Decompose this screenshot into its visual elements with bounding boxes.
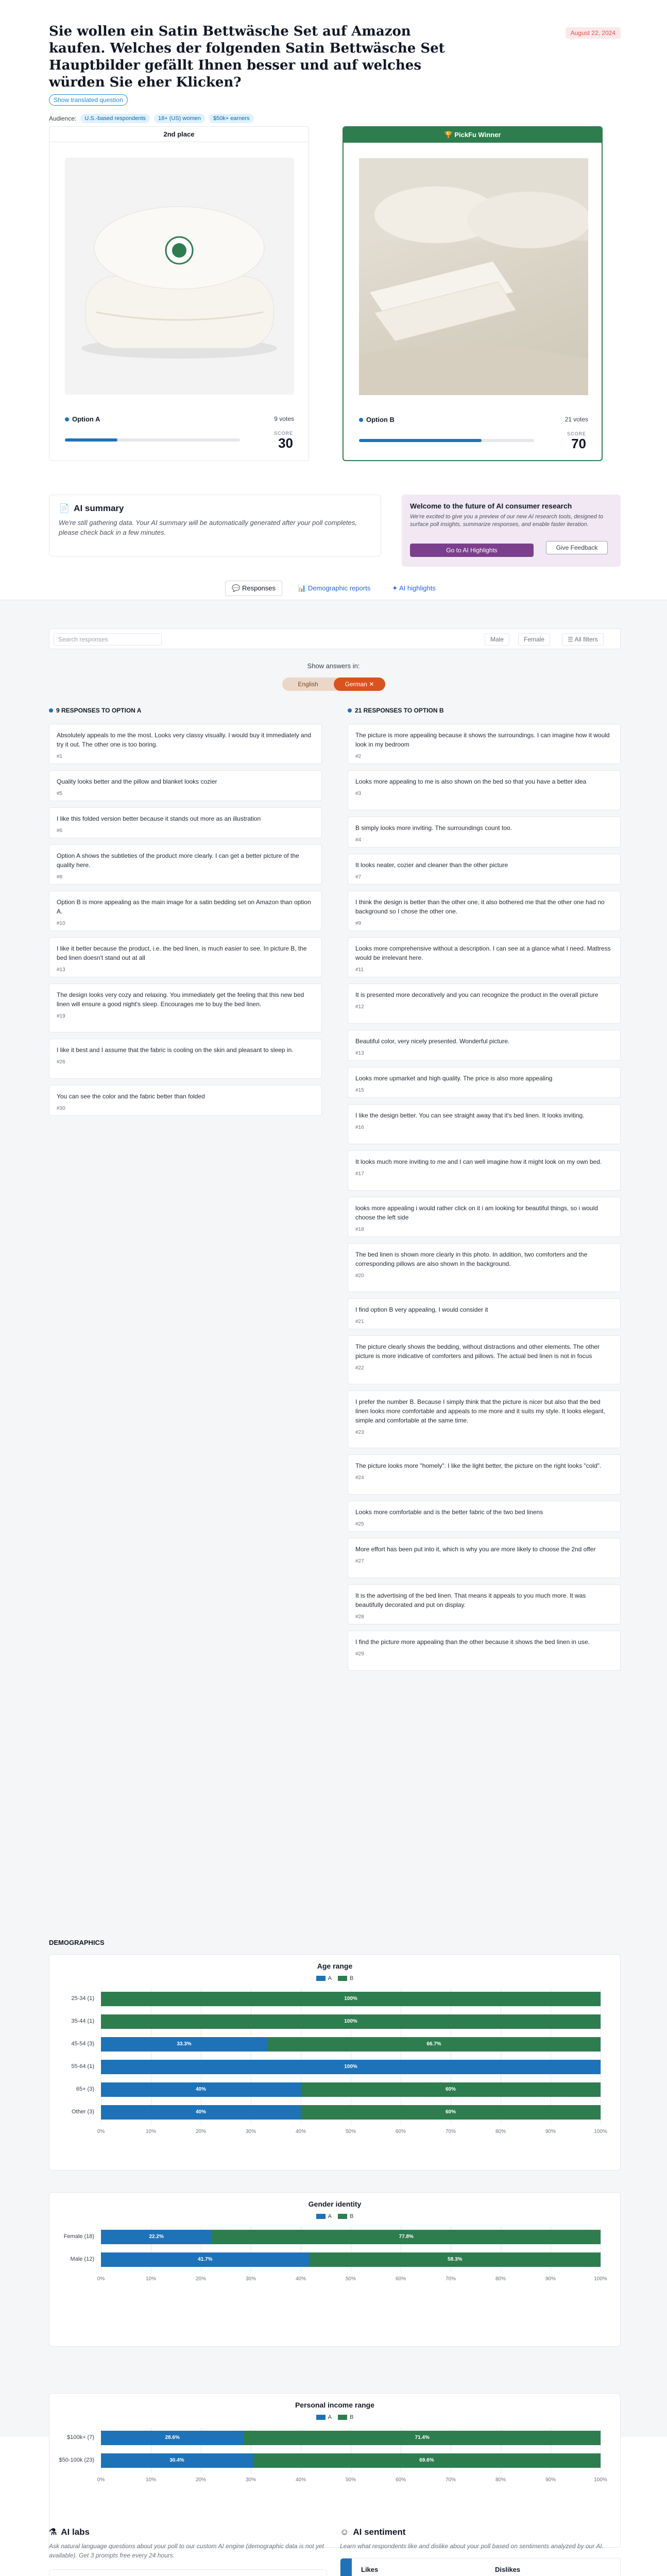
category-label: 35-44 (1) — [71, 2018, 94, 2024]
response-number: #8 — [57, 874, 63, 880]
response-text: More effort has been put into it, which is why you are more likely to choose the 2nd offer — [355, 1546, 596, 1553]
sentiment-tab-a — [340, 2558, 352, 2576]
response-number: #23 — [355, 1430, 364, 1435]
show-translated-button[interactable]: Show translated question — [49, 94, 128, 106]
option-b-label — [359, 416, 395, 423]
axis-tick-label: 10% — [145, 2276, 157, 2282]
filter-icon: ☰ — [568, 636, 573, 643]
response-text: I like it best and I assume that the fabric is cooling on the skin and pleasant to sleep in. — [57, 1046, 294, 1054]
tab-label: AI highlights — [399, 584, 436, 592]
response-number: #18 — [355, 1227, 364, 1232]
option-a-name: Option A — [72, 415, 100, 423]
response-text: The design looks very cozy and relaxing. You immediately get the feeling that this new bed linen will ensure a good night's sleep. Encourages me to buy the bed linen. — [57, 991, 304, 1008]
bar-segment-b: 60% — [301, 2105, 601, 2120]
sparkle-icon: ✦ — [392, 584, 398, 592]
option-a-score-bar — [65, 438, 240, 442]
response-number: #7 — [355, 874, 362, 880]
bar-segment-a: 100% — [101, 2060, 601, 2074]
flask-icon: ⚗ — [49, 2527, 57, 2537]
bar-segment-b: 71.4% — [244, 2431, 601, 2445]
response-card — [49, 984, 322, 1032]
search-input[interactable]: Search responses — [54, 633, 162, 646]
legend-label: A — [328, 2213, 332, 2219]
response-card — [348, 1584, 621, 1624]
axis-tick-label: 100% — [594, 2477, 607, 2483]
response-number: #1 — [57, 754, 63, 759]
response-card — [49, 724, 322, 764]
option-b-card[interactable] — [343, 126, 603, 461]
ai-promo-banner — [402, 495, 621, 567]
lang-english[interactable]: English — [298, 681, 318, 688]
legend-swatch — [316, 1976, 326, 1981]
response-text: You can see the color and the fabric better than folded — [57, 1093, 205, 1100]
response-card — [49, 1039, 322, 1079]
option-b-row — [359, 416, 588, 426]
response-text: Looks more comfortable and is the better fabric of the two bed linens — [355, 1509, 543, 1516]
audience-chip: U.S.-based respondents — [80, 114, 150, 123]
legend-swatch — [338, 2415, 347, 2420]
give-feedback-button[interactable]: Give Feedback — [546, 541, 608, 554]
response-card — [348, 891, 621, 931]
chat-icon: 💬 — [232, 584, 241, 592]
option-b-dot-icon — [348, 708, 352, 713]
option-a-responses-count: 9 RESPONSES TO OPTION A — [56, 707, 142, 714]
response-number: #11 — [355, 967, 364, 973]
response-card — [348, 1501, 621, 1532]
category-label: 55-64 (1) — [71, 2063, 94, 2070]
response-number: #15 — [355, 1088, 364, 1093]
tab-ai-highlights[interactable] — [386, 581, 442, 596]
axis-tick-label: 0% — [97, 2129, 105, 2134]
bar-segment-a: 40% — [101, 2105, 301, 2120]
response-card — [348, 1243, 621, 1292]
response-number: #4 — [355, 837, 362, 843]
legend-swatch — [338, 1976, 347, 1981]
option-b-responses-heading — [348, 707, 444, 714]
category-label: $100k+ (7) — [67, 2434, 94, 2441]
response-card — [49, 844, 322, 885]
response-card — [348, 1067, 621, 1098]
response-card — [348, 1150, 621, 1191]
legend-item-b — [338, 1975, 353, 1981]
smile-icon: ☺ — [340, 2527, 349, 2537]
response-text: The bed linen is shown more clearly in this photo. In addition, two comforters and the corresponding pillows are also shown in the background. — [355, 1251, 588, 1267]
axis-tick-label: 70% — [445, 2477, 456, 2483]
option-a-dot-icon — [65, 417, 69, 421]
axis-tick-label: 50% — [345, 2129, 356, 2134]
bar-segment-b: 69.6% — [253, 2453, 601, 2468]
response-number: #19 — [57, 1013, 65, 1019]
response-text: It is presented more decoratively and you can recognize the product in the overall picture — [355, 991, 598, 998]
axis-tick-label: 70% — [445, 2276, 456, 2282]
bar-segment-b: 66.7% — [267, 2037, 601, 2052]
response-card — [49, 891, 322, 931]
category-label: 25-34 (1) — [71, 1995, 94, 2002]
category-label: Other (3) — [71, 2109, 94, 2115]
ai-summary-text: We're still gathering data. Your AI summary will be automatically generated after your poll completes, please check back in a few minutes. — [59, 519, 357, 536]
close-icon: ✕ — [369, 681, 374, 688]
option-a-score — [274, 431, 293, 450]
response-number: #3 — [355, 791, 362, 796]
option-a-label — [65, 415, 100, 423]
score-label: SCORE — [567, 431, 586, 436]
response-text: Option B is more appealing as the main image for a satin bedding set on Amazon than option A. — [57, 899, 311, 915]
bar-segment-b: 100% — [101, 2014, 601, 2029]
poll-question-title: Sie wollen ein Satin Bettwäsche Set auf Amazon kaufen. Welches der folgenden Satin Bettwäsche Set Hauptbilder gefällt Ihnen besser und auf welches würden Sie eher Klicken? — [49, 24, 445, 90]
response-number: #6 — [57, 828, 63, 834]
response-number: #12 — [355, 1004, 364, 1010]
legend-item-a — [316, 2213, 332, 2219]
audience-chip: 18+ (US) women — [154, 114, 205, 123]
option-b-score — [567, 431, 586, 451]
response-number: #20 — [355, 1273, 364, 1279]
response-text: I like the design better. You can see straight away that it's bed linen. It looks inviting. — [355, 1112, 585, 1119]
response-text: The picture is more appealing because it shows the surroundings. I can imagine how it would look in my bedroom — [355, 732, 610, 748]
document-icon: 📄 — [59, 503, 70, 513]
bar-segment-a: 22.2% — [101, 2230, 212, 2244]
ai-banner-text: We're excited to give you a preview of our new AI research tools, designed to surface poll insights, summarize responses, and enable faster iteration. — [410, 514, 604, 528]
response-card — [348, 817, 621, 848]
ai-sentiment-panel — [340, 2527, 621, 2576]
response-card — [348, 1104, 621, 1144]
legend-label: B — [350, 2213, 354, 2219]
ai-summary-panel — [49, 495, 381, 556]
axis-tick-label: 40% — [295, 2477, 306, 2483]
demographic-chart — [49, 2393, 621, 2548]
ai-labs-heading — [49, 2527, 327, 2537]
legend-item-b — [338, 2213, 353, 2219]
response-number: #10 — [57, 921, 65, 926]
legend-swatch — [316, 2214, 326, 2219]
audience-row — [49, 114, 621, 123]
response-card — [348, 1631, 621, 1671]
sentiment-option-a — [340, 2558, 621, 2576]
axis-tick-label: 20% — [195, 2477, 207, 2483]
audience-label: Audience: — [49, 115, 77, 122]
legend-swatch — [338, 2214, 347, 2219]
response-number: #24 — [355, 1475, 364, 1481]
chart-legend — [49, 1975, 620, 1981]
chart-legend — [49, 2414, 620, 2420]
response-number: #27 — [355, 1558, 364, 1564]
pillow-bedding-illustration — [65, 158, 294, 395]
axis-tick-label: 10% — [145, 2477, 157, 2483]
bar-segment-a: 30.4% — [101, 2453, 253, 2468]
option-a-row — [65, 415, 294, 426]
response-text: I prefer the number B. Because I simply think that the picture is nicer but also that the bed linen looks more comfortable and appeals to me more and it suits my style. It looks elegant, simple and comfortable at the same time. — [355, 1398, 605, 1424]
ai-summary-heading — [59, 503, 371, 514]
axis-tick-label: 90% — [545, 2129, 556, 2134]
response-text: Quality looks better and the pillow and blanket looks cozier — [57, 778, 217, 785]
axis-tick-label: 30% — [245, 2276, 256, 2282]
response-number: #13 — [57, 967, 65, 973]
response-card — [348, 1538, 621, 1578]
option-a-place: 2nd place — [49, 127, 309, 142]
ai-labs-panel — [49, 2527, 327, 2576]
tab-label: Demographic reports — [307, 584, 371, 592]
chart-title: Personal income range — [295, 2401, 375, 2409]
filter-bar — [49, 629, 621, 649]
axis-tick-label: 40% — [295, 2276, 306, 2282]
category-label: 65+ (3) — [76, 2086, 94, 2092]
option-a-score-fill — [65, 438, 117, 442]
response-text: B simply looks more inviting. The surroundings count too. — [355, 824, 512, 832]
tab-label: Responses — [242, 584, 276, 592]
legend-label: B — [350, 1975, 354, 1981]
bed-sheets-photo — [359, 158, 588, 395]
score-value: 70 — [571, 436, 586, 451]
axis-tick-label: 20% — [195, 2276, 207, 2282]
chart-title: Gender identity — [308, 2200, 362, 2208]
response-card — [348, 984, 621, 1024]
response-text: I find option B very appealing, I would consider it — [355, 1306, 488, 1313]
response-card — [348, 937, 621, 977]
response-number: #9 — [355, 921, 362, 926]
female-filter-button[interactable]: Female — [518, 633, 550, 646]
response-text: I find the picture more appealing than the other because it shows the bed linen in use. — [355, 1638, 590, 1646]
option-b-place — [344, 127, 602, 143]
response-text: It is the advertising of the bed linen. That means it appeals to you much more. It was beautifully decorated and put on display. — [355, 1592, 586, 1608]
response-text: Beautiful color, very nicely presented. Wonderful picture. — [355, 1038, 510, 1045]
axis-tick-label: 80% — [495, 2477, 506, 2483]
response-text: It looks much more inviting to me and I can well imagine how it might look on my own bed. — [355, 1158, 602, 1165]
category-label: Female (18) — [63, 2233, 94, 2240]
axis-tick-label: 80% — [495, 2276, 506, 2282]
axis-tick-label: 30% — [245, 2477, 256, 2483]
tab-responses[interactable] — [225, 581, 282, 596]
response-number: #28 — [355, 1614, 364, 1620]
demographic-chart — [49, 1954, 621, 2171]
response-card — [49, 807, 322, 838]
response-card — [49, 1085, 322, 1116]
axis-tick-label: 70% — [445, 2129, 456, 2134]
ai-labs-prompt-card — [49, 2569, 327, 2576]
option-a-votes: 9 votes — [274, 415, 294, 422]
axis-tick-label: 90% — [545, 2276, 556, 2282]
bar-segment-a: 41.7% — [101, 2252, 309, 2267]
demographics-title: DEMOGRAPHICS — [49, 1939, 105, 1946]
axis-tick-label: 20% — [195, 2129, 207, 2134]
response-text: I think the design is better than the other one, it also bothered me that the other one had no background so I chose the other one. — [355, 899, 605, 915]
axis-tick-label: 40% — [295, 2129, 306, 2134]
legend-label: B — [350, 2414, 354, 2420]
option-b-votes: 21 votes — [565, 416, 588, 423]
ai-sentiment-heading — [340, 2527, 621, 2537]
response-text: Looks more upmarket and high quality. The price is also more appealing — [355, 1075, 553, 1082]
score-value: 30 — [278, 435, 293, 451]
option-a-dot-icon — [49, 708, 53, 713]
demographic-chart — [49, 2192, 621, 2347]
response-text: Option A shows the subtleties of the product more clearly. I can get a better picture of the quality here. — [57, 852, 299, 869]
response-text: The picture clearly shows the bedding, without distractions and other elements. The other picture is more indicative of comforters and pillows. The actual bed linen is not in focus — [355, 1343, 600, 1360]
bar-segment-b: 60% — [301, 2082, 601, 2097]
response-card — [348, 1298, 621, 1329]
male-filter-button[interactable]: Male — [485, 633, 509, 646]
legend-label: A — [328, 1975, 332, 1981]
legend-item-a — [316, 1975, 332, 1981]
axis-tick-label: 60% — [395, 2129, 406, 2134]
axis-tick-label: 80% — [495, 2129, 506, 2134]
option-b-image[interactable] — [359, 158, 588, 395]
response-text: I like this folded version better because it stands out more as an illustration — [57, 815, 261, 822]
response-text: The picture looks more "homely". I like the light better, the picture on the right looks "cold". — [355, 1462, 602, 1469]
option-b-dot-icon — [359, 418, 363, 422]
response-card — [348, 1391, 621, 1448]
tab-demographic-reports[interactable] — [292, 581, 377, 596]
axis-tick-label: 50% — [345, 2276, 356, 2282]
response-number: #5 — [57, 791, 63, 796]
bar-segment-b: 58.3% — [309, 2252, 601, 2267]
option-b-name: Option B — [366, 416, 395, 423]
response-card — [348, 1335, 621, 1384]
response-number: #25 — [355, 1521, 364, 1527]
bar-segment-a: 40% — [101, 2082, 301, 2097]
axis-tick-label: 60% — [395, 2276, 406, 2282]
response-number: #16 — [355, 1125, 364, 1130]
response-text: looks more appealing i would rather click on it i am looking for beautiful things, so i would choose the left side — [355, 1205, 598, 1221]
response-number: #13 — [355, 1050, 364, 1056]
response-card — [49, 937, 322, 977]
response-number: #29 — [355, 1651, 364, 1657]
axis-tick-label: 0% — [97, 2477, 105, 2483]
response-text: It looks neater, cozier and cleaner than the other picture — [355, 861, 508, 869]
axis-tick-label: 90% — [545, 2477, 556, 2483]
go-to-ai-highlights-button[interactable]: Go to AI Highlights — [410, 544, 534, 557]
ai-banner-title: Welcome to the future of AI consumer research — [410, 502, 572, 510]
chart-icon: 📊 — [298, 584, 306, 592]
bar-segment-b: 100% — [101, 1992, 601, 2006]
response-number: #30 — [57, 1106, 65, 1111]
legend-item-b — [338, 2414, 353, 2420]
option-a-card[interactable] — [49, 126, 309, 461]
language-toggle — [282, 677, 385, 691]
axis-tick-label: 50% — [345, 2477, 356, 2483]
lang-german-label: German — [345, 681, 367, 688]
results-tabs — [0, 577, 667, 600]
response-text: Absolutely appeals to me the most. Looks very classy visually. I would buy it immediately and try it out. The other one is too boring. — [57, 732, 312, 748]
option-a-responses-heading — [49, 707, 141, 714]
response-number: #2 — [355, 754, 362, 759]
audience-chip: $50k+ earners — [209, 114, 254, 123]
option-b-score-fill — [359, 439, 482, 442]
date-badge: August 22, 2024 — [566, 27, 621, 39]
axis-tick-label: 10% — [145, 2129, 157, 2134]
category-label: Male (12) — [70, 2256, 94, 2262]
response-card — [348, 1197, 621, 1237]
response-number: #21 — [355, 1319, 364, 1325]
axis-tick-label: 100% — [594, 2129, 607, 2134]
ai-labs-title: AI labs — [61, 2527, 90, 2537]
chart-title: Age range — [317, 1962, 353, 1970]
response-number: #26 — [57, 1059, 65, 1065]
winner-label: PickFu Winner — [454, 131, 501, 139]
axis-tick-label: 30% — [245, 2129, 256, 2134]
axis-tick-label: 60% — [395, 2477, 406, 2483]
likes-heading: Likes — [361, 2566, 379, 2573]
bar-segment-a: 28.6% — [101, 2431, 244, 2445]
response-number: #22 — [355, 1365, 364, 1371]
response-card — [348, 724, 621, 764]
response-card — [49, 770, 322, 801]
response-text: Looks more appealing to me is also shown on the bed so that you have a better idea — [355, 778, 587, 785]
lang-german[interactable] — [334, 677, 385, 691]
show-answers-label: Show answers in: — [307, 662, 360, 670]
option-b-score-bar — [359, 439, 534, 442]
response-text: Looks more comprehensive without a description. I can see at a glance what I need. Mattress would be irrelevant here. — [355, 945, 611, 961]
ai-sentiment-title: AI sentiment — [353, 2527, 406, 2537]
chart-legend — [49, 2213, 620, 2219]
response-card — [348, 770, 621, 810]
category-label: 45-54 (3) — [71, 2041, 94, 2047]
response-card — [348, 1454, 621, 1495]
response-number: #17 — [355, 1171, 364, 1177]
axis-tick-label: 0% — [97, 2276, 105, 2282]
dislikes-heading: Dislikes — [495, 2566, 521, 2573]
option-b-responses-count: 21 RESPONSES TO OPTION B — [355, 707, 444, 714]
dislikes-column — [495, 2566, 568, 2576]
bar-segment-a: 33.3% — [101, 2037, 267, 2052]
bar-segment-b: 77.8% — [212, 2230, 601, 2244]
option-a-image[interactable] — [65, 158, 294, 395]
ai-summary-title: AI summary — [74, 503, 124, 513]
ai-sentiment-description: Learn what respondents like and dislike about your poll based on sentiments analyzed by our AI. — [340, 2543, 604, 2550]
category-label: $50-100k (23) — [59, 2457, 94, 2463]
legend-label: A — [328, 2414, 332, 2420]
all-filters-button[interactable] — [562, 633, 604, 646]
ai-labs-description: Ask natural language questions about your poll to our custom AI engine (demographic data is not yet available). Get 3 prompts free every 24 hours. — [49, 2543, 324, 2559]
score-label: SCORE — [273, 431, 293, 436]
response-card — [348, 1030, 621, 1061]
poll-header — [49, 23, 621, 123]
legend-swatch — [316, 2415, 326, 2420]
likes-column — [361, 2566, 449, 2576]
response-card — [348, 854, 621, 885]
response-text: I like it better because the product, i.e. the bed linen, is much easier to see. In picture B, the bed linen doesn't stand out at all — [57, 945, 307, 961]
axis-tick-label: 100% — [594, 2276, 607, 2282]
trophy-icon: 🏆 — [444, 131, 453, 139]
all-filters-label: All filters — [574, 636, 598, 643]
legend-item-a — [316, 2414, 332, 2420]
